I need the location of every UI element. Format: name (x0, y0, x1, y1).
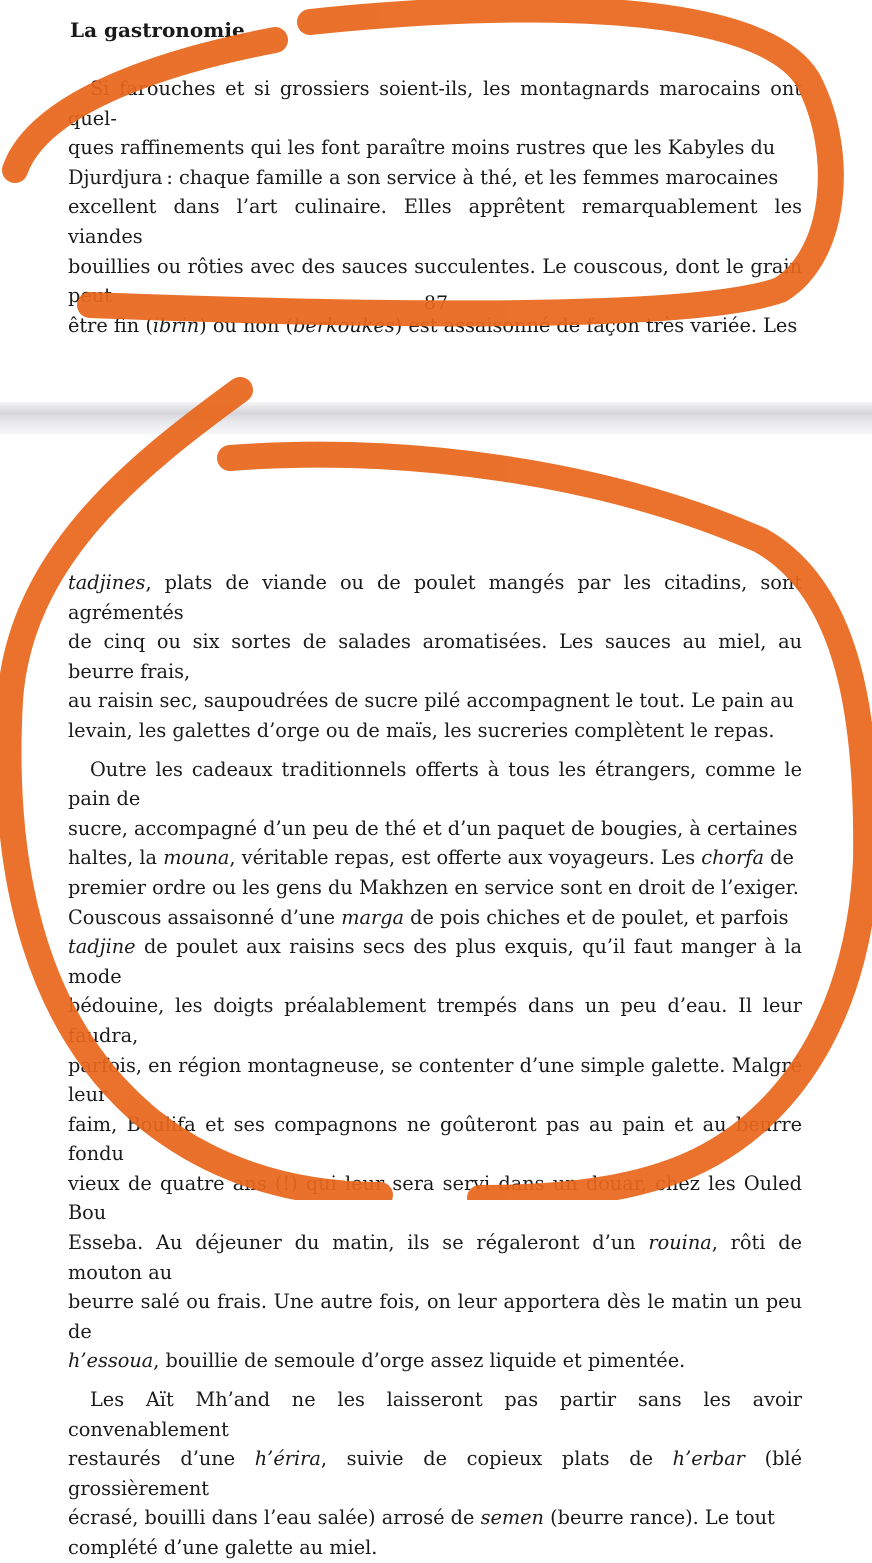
text-line: Esseba. Au déjeuner du matin, ils se régaleront d’un rouina, rôti de mouton au (68, 1231, 802, 1284)
italic-term: tadjines (68, 571, 146, 594)
paragraph (68, 755, 802, 1376)
text-line: vieux de quatre ans (!) qui leur sera servi dans un douar, chez les Ouled Bou (68, 1171, 802, 1225)
text-line: Couscous assaisonné d’une marga de pois chiches et de poulet, et parfois (68, 905, 789, 929)
italic-term: tadjine (68, 935, 136, 959)
paragraph (68, 568, 802, 746)
text-line: levain, les galettes d’orge ou de maïs, les sucreries complètent le repas. (68, 718, 775, 742)
text-line: bédouine, les doigts préalablement trempés dans un peu d’eau. Il leur faudra, (68, 994, 802, 1047)
italic-term: marga (341, 905, 405, 929)
book-page-88 (0, 434, 872, 1559)
text-line: tadjine de poulet aux raisins secs des plus exquis, qu’il faut manger à la mode (68, 935, 802, 988)
text-line: sucre, accompagné d’un peu de thé et d’un paquet de bougies, à certaines (68, 816, 798, 840)
italic-term: ibrin (152, 313, 200, 337)
book-page-87 (0, 0, 872, 402)
italic-term: rouina (648, 1231, 712, 1255)
text-line: faim, Boulifa et ses compagnons ne goûteront pas au pain et au beurre fondu (68, 1112, 802, 1166)
text-line: être fin (ibrin) ou non (berkoukes) est assaisonné de façon très variée. Les (68, 313, 798, 337)
page-text (68, 568, 802, 1563)
text-line: premier ordre ou les gens du Makhzen en service sont en droit de l’exiger. (68, 875, 799, 899)
section-title: La gastronomie (70, 18, 245, 42)
text-line: haltes, la mouna, véritable repas, est offerte aux voyageurs. Les chorfa de (68, 846, 794, 870)
text-line: écrasé, bouilli dans l’eau salée) arrosé de semen (beurre rance). Le tout (68, 1506, 775, 1530)
italic-term: h’essoua (68, 1349, 154, 1373)
italic-term: semen (480, 1506, 544, 1530)
text-line: complété d’une galette au miel. (68, 1536, 378, 1559)
text-line: parfois, en région montagneuse, se contenter d’une simple galette. Malgré leur (68, 1053, 802, 1107)
text-line: au raisin sec, saupoudrées de sucre pilé accompagnent le tout. Le pain au (68, 689, 795, 713)
text-line: Les Aït Mh’and ne les laisseront pas partir sans les avoir convenablement (68, 1388, 802, 1441)
text-line: Djurdjura : chaque famille a son service à thé, et les femmes marocaines (68, 165, 779, 189)
italic-term: mouna (163, 846, 230, 870)
text-line: restaurés d’une h’érira, suivie de copieux plats de h’erbar (blé grossièrement (68, 1447, 803, 1500)
text-line: tadjines, plats de viande ou de poulet mangés par les citadins, sont agrémentés (68, 571, 802, 624)
paragraph (68, 1385, 802, 1563)
text-line: bouillies ou rôties avec des sauces succulentes. Le couscous, dont le grain peut (68, 254, 802, 308)
text-line: Outre les cadeaux traditionnels offerts à tous les étrangers, comme le pain de (68, 757, 802, 811)
italic-term: h’érira (254, 1447, 321, 1471)
page-number: 87 (423, 292, 449, 314)
text-line: beurre salé ou frais. Une autre fois, on leur apportera dès le matin un peu de (68, 1290, 802, 1343)
italic-term: berkoukes (293, 313, 395, 337)
text-line: ques raffinements qui les font paraître moins rustres que les Kabyles du (68, 136, 776, 160)
italic-term: h’erbar (672, 1447, 745, 1471)
text-line: excellent dans l’art culinaire. Elles apprêtent remarquablement les viandes (68, 195, 802, 248)
text-line: h’essoua, bouillie de semoule d’orge assez liquide et pimentée. (68, 1349, 686, 1373)
text-line: de cinq ou six sortes de salades aromatisées. Les sauces au miel, au beurre frais, (68, 630, 802, 683)
page-separator (0, 402, 872, 434)
italic-term: chorfa (701, 846, 764, 870)
text-line: Si farouches et si grossiers soient-ils, les montagnards marocains ont quel- (68, 77, 802, 130)
